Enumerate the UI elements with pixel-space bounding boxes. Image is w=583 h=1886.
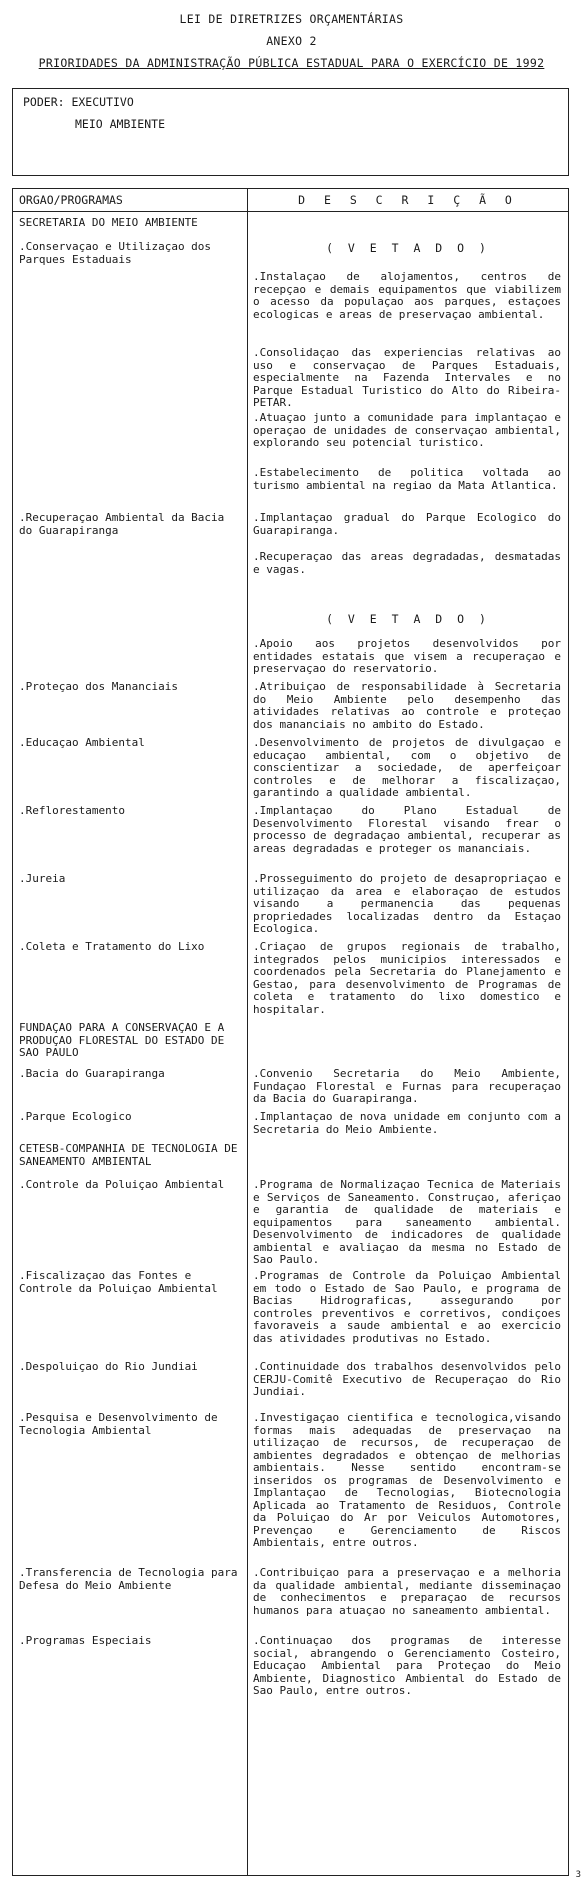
poder-label: PODER: EXECUTIVO xyxy=(23,95,134,109)
programs-table xyxy=(12,188,569,1876)
column-divider xyxy=(247,189,248,1875)
program-transferencia-tecnologia: .Transferencia de Tecnologia para Defesa do Meio Ambiente xyxy=(19,1566,238,1592)
page-mark: 3 xyxy=(575,1870,581,1880)
vetado-label: ( V E T A D O ) xyxy=(326,241,490,255)
org-cetesb: CETESB-COMPANHIA DE TECNOLOGIA DE SANEAMENTO AMBIENTAL xyxy=(19,1142,238,1168)
column-header-descricao: D E S C R I Ç Ã O xyxy=(298,193,518,207)
description-item: .Apoio aos projetos desenvolvidos por entidades estatais que visem a recuperaçao e preservaçao do reservatorio. xyxy=(253,637,561,675)
description-item: .Continuidade dos trabalhos desenvolvidos pelo CERJU-Comitê Executivo de Recuperaçao do Rio Jundiai. xyxy=(253,1360,561,1398)
description-item: .Programas de Controle da Poluiçao Ambiental em todo o Estado de Sao Paulo, e programa de Bacias Hidrograficas, assegurando por controles preventivos e corretivos, condiçoes favoraveis a saude ambiental e ao exercicio das atividades produtivas no Estado. xyxy=(253,1269,561,1345)
poder-box xyxy=(12,88,569,176)
program-recuperacao-guarapiranga: .Recuperaçao Ambiental da Bacia do Guarapiranga xyxy=(19,511,225,537)
program-coleta-lixo: .Coleta e Tratamento do Lixo xyxy=(19,940,205,953)
annex-number: ANEXO 2 xyxy=(266,34,317,48)
poder-area: MEIO AMBIENTE xyxy=(75,117,166,131)
description-item: .Prosseguimento do projeto de desapropriaçao e utilizaçao da area e elaboraçao de estudos visando a permanencia das pequenas propriedades localizadas dentro da Estaçao Ecologica. xyxy=(253,872,561,935)
description-item: .Desenvolvimento de projetos de divulgaçao e educaçao ambiental, com o objetivo de conscientizar a sociedade, de aperfeiçoar controles e de melhorar a fiscalizaçao, garantindo a qualidade ambiental. xyxy=(253,736,561,799)
description-item: .Implantaçao do Plano Estadual de Desenvolvimento Florestal visando frear o processo de degradaçao ambiental, recuperar as areas degradadas e proteger os mananciais. xyxy=(253,804,561,855)
program-reflorestamento: .Reflorestamento xyxy=(19,804,125,817)
program-pesquisa-tecnologia: .Pesquisa e Desenvolvimento de Tecnologia Ambiental xyxy=(19,1411,218,1437)
program-protecao-mananciais: .Proteçao dos Mananciais xyxy=(19,680,178,693)
program-jureia: .Jureia xyxy=(19,872,66,885)
vetado-label: ( V E T A D O ) xyxy=(326,612,490,626)
program-controle-poluicao: .Controle da Poluiçao Ambiental xyxy=(19,1178,225,1191)
description-item: .Investigaçao cientifica e tecnologica,visando formas mais adequadas de preservaçao na utilizaçao de recursos, de recuperaçao de ambientes degradados e obtençao de melhorias ambientais. Nesse sentido encontram-se inseridos os programas de Desenvolvimento e Implantaçao de Tecnologias, Biotecnologia Aplicada ao Tratamento de Residuos, Controle da Poluiçao do Ar por Veiculos Automotores, Prevençao e Gerenciamento de Riscos Ambientais, entre outros. xyxy=(253,1411,561,1549)
org-fundacao-florestal: FUNDAÇAO PARA A CONSERVAÇAO E A PRODUÇAO FLORESTAL DO ESTADO DE SAO PAULO xyxy=(19,1021,225,1059)
description-item: .Programa de Normalizaçao Tecnica de Materiais e Serviços de Saneamento. Construçao, aferiçao e garantia de qualidade de materiais e equipamentos para saneamento ambiental. Desenvolvimento de indicadores de qualidade ambiental e avaliaçao da mesma no Estado de Sao Paulo. xyxy=(253,1178,561,1266)
description-item: .Implantaçao de nova unidade em conjunto com a Secretaria do Meio Ambiente. xyxy=(253,1110,561,1136)
program-conservacao-parques: .Conservaçao e Utilizaçao dos Parques Estaduais xyxy=(19,240,212,266)
description-item: .Atuaçao junto a comunidade para implantaçao e operaçao de unidades de conservaçao ambiental, explorando seu potencial turistico. xyxy=(253,411,561,449)
description-item: .Convenio Secretaria do Meio Ambiente, Fundaçao Florestal e Furnas para recuperaçao da Bacia do Guarapiranga. xyxy=(253,1067,561,1105)
description-item: .Contribuiçao para a preservaçao e a melhoria da qualidade ambiental, mediante disseminaçao de conhecimentos e preparaçao de recursos humanos para atuaçao no saneamento ambiental. xyxy=(253,1566,561,1617)
description-item: .Criaçao de grupos regionais de trabalho, integrados pelos municipios interessados e coordenados pela Secretaria do Planejamento e Gestao, para desenvolvimento de Programas de coleta e tratamento do lixo domestico e hospitalar. xyxy=(253,940,561,1016)
description-item: .Atribuiçao de responsabilidade à Secretaria do Meio Ambiente pelo desempenho das atividades relativas ao controle e proteçao dos mananciais no ambito do Estado. xyxy=(253,680,561,731)
program-fiscalizacao-fontes: .Fiscalizaçao das Fontes e Controle da Poluiçao Ambiental xyxy=(19,1269,218,1295)
description-item: .Estabelecimento de politica voltada ao turismo ambiental na regiao da Mata Atlantica. xyxy=(253,466,561,492)
program-educacao-ambiental: .Educaçao Ambiental xyxy=(19,736,145,749)
description-item: .Implantaçao gradual do Parque Ecologico do Guarapiranga. xyxy=(253,511,561,537)
org-secretaria-meio-ambiente: SECRETARIA DO MEIO AMBIENTE xyxy=(19,216,198,229)
description-item: .Instalaçao de alojamentos, centros de recepçao e demais equipamentos que viabilizem o acesso da populaçao aos parques, estaçoes ecologicas e areas de preservaçao ambiental. xyxy=(253,270,561,321)
document-subtitle: PRIORIDADES DA ADMINISTRAÇÃO PÚBLICA ESTADUAL PARA O EXERCÍCIO DE 1992 xyxy=(38,56,545,70)
description-item: .Consolidaçao das experiencias relativas ao uso e conservaçao de Parques Estaduais, especialmente na Fazenda Intervales e no Parque Estadual Turistico do Alto do Ribeira-PETAR. xyxy=(253,346,561,409)
program-despoluicao-jundiai: .Despoluiçao do Rio Jundiai xyxy=(19,1360,198,1373)
description-item: .Continuaçao dos programas de interesse social, abrangendo o Gerenciamento Costeiro, Educaçao Ambiental para Proteçao do Meio Ambiente, Diagnostico Ambiental do Estado de Sao Paulo, entre outros. xyxy=(253,1634,561,1697)
program-bacia-guarapiranga: .Bacia do Guarapiranga xyxy=(19,1067,165,1080)
document-title: LEI DE DIRETRIZES ORÇAMENTÁRIAS xyxy=(179,12,404,26)
header-divider xyxy=(13,211,568,212)
program-programas-especiais: .Programas Especiais xyxy=(19,1634,152,1647)
description-item: .Recuperaçao das areas degradadas, desmatadas e vagas. xyxy=(253,550,561,576)
program-parque-ecologico: .Parque Ecologico xyxy=(19,1110,132,1123)
column-header-orgao: ORGAO/PROGRAMAS xyxy=(19,193,123,207)
